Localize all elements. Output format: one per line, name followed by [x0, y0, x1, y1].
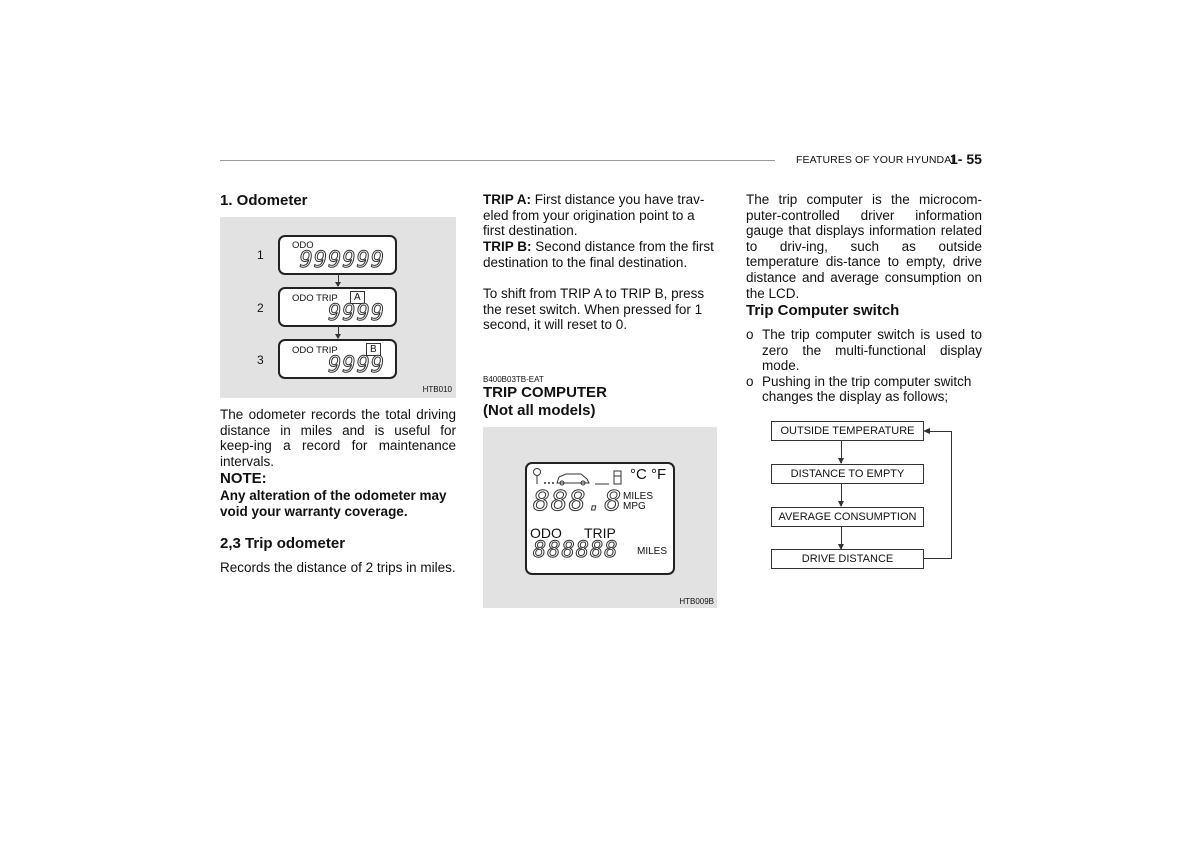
lcd-digits: 999999: [299, 248, 385, 273]
trip-computer-intro: The trip computer is the microcom-puter-controlled driver information gauge that displays information related to driv-ing, such as outside temperature dis-tance to empty, drive distance and average consumption on the LCD.: [746, 192, 982, 301]
shift-paragraph: To shift from TRIP A to TRIP B, press the reset switch. When pressed for 1 second, it will reset to 0.: [483, 286, 705, 333]
left-arrow-icon: [923, 428, 930, 434]
flow-box-drive-distance: DRIVE DISTANCE: [771, 549, 924, 569]
trip-a-label: TRIP A:: [483, 192, 532, 207]
section-code: B400B03TB-EAT: [483, 375, 544, 384]
down-arrow-icon: [841, 484, 842, 506]
trip-b-label: TRIP B:: [483, 239, 532, 254]
unit-miles: MILES: [623, 491, 654, 502]
odometer-display-3: [278, 339, 397, 379]
figure-code: HTB009B: [679, 597, 714, 606]
header-rule: [220, 160, 775, 161]
trip-odometer-heading: 2,3 Trip odometer: [220, 535, 346, 552]
trip-computer-lcd: [525, 462, 675, 575]
lcd-label: ODO TRIP: [292, 293, 338, 304]
lcd-digits-top: 888.8: [533, 484, 623, 517]
loop-line-right: [951, 431, 952, 559]
figure-row-number: 3: [257, 353, 264, 367]
loop-line-bottom: [923, 558, 952, 559]
flow-box-outside-temperature: OUTSIDE TEMPERATURE: [771, 421, 924, 441]
odometer-figure: [220, 217, 456, 398]
figure-code: HTB010: [422, 385, 452, 394]
odometer-display-2: [278, 287, 397, 327]
switch-bullet-list: [746, 327, 982, 405]
lcd-trip-label: TRIP: [584, 525, 616, 541]
trip-b-badge: B: [366, 343, 381, 356]
figure-row-number: 2: [257, 301, 264, 315]
thermometer-icon: [534, 469, 541, 485]
fuel-pump-icon: [614, 471, 621, 484]
odometer-paragraph: The odometer records the total driving distance in miles and is useful for keep-ing a record for maintenance intervals.: [220, 407, 456, 469]
lcd-digits: 9999: [328, 301, 385, 326]
odometer-display-1: [278, 235, 397, 275]
odometer-heading: 1. Odometer: [220, 192, 308, 209]
note-heading: NOTE:: [220, 470, 267, 487]
page-number: 1- 55: [950, 151, 982, 167]
list-item: o The trip computer switch is used to zero the multi-functional display mode.: [746, 327, 982, 374]
list-item: o Pushing in the trip computer switch changes the display as follows;: [746, 373, 972, 405]
trip-b-paragraph: [483, 239, 719, 270]
trip-odometer-body: Records the distance of 2 trips in miles.: [220, 560, 456, 575]
trip-a-text: First distance you have trav-eled from your origination point to a first destination.: [483, 192, 705, 239]
figure-row-number: 1: [257, 248, 264, 262]
trip-a-badge: A: [350, 291, 365, 304]
lcd-digits-bottom: 888888: [533, 538, 619, 563]
trip-a-paragraph: [483, 192, 719, 239]
down-arrow-icon: [338, 274, 339, 286]
trip-b-text: Second distance from the first destination to the final destination.: [483, 239, 714, 270]
lcd-label: ODO: [292, 240, 314, 251]
unit-miles-bottom: MILES: [637, 546, 668, 557]
down-arrow-icon: [841, 441, 842, 463]
flow-box-average-consumption: AVERAGE CONSUMPTION: [771, 507, 924, 527]
trip-computer-subheading: (Not all models): [483, 402, 596, 419]
loop-line-top: [929, 431, 952, 432]
unit-mpg: MPG: [623, 501, 646, 512]
down-arrow-icon: [338, 326, 339, 338]
lcd-odo-label: ODO: [530, 525, 562, 541]
trip-computer-figure: [483, 427, 717, 608]
lcd-label: ODO TRIP: [292, 345, 338, 356]
flow-box-distance-to-empty: DISTANCE TO EMPTY: [771, 464, 924, 484]
header-section-title: FEATURES OF YOUR HYUNDAI: [796, 154, 955, 166]
trip-computer-switch-heading: Trip Computer switch: [746, 302, 900, 319]
lcd-digits: 9999: [328, 353, 385, 378]
trip-computer-heading: TRIP COMPUTER: [483, 384, 607, 401]
temperature-units: °C °F: [630, 466, 667, 483]
down-arrow-icon: [841, 527, 842, 549]
note-body: Any alteration of the odometer may void your warranty coverage.: [220, 488, 447, 519]
